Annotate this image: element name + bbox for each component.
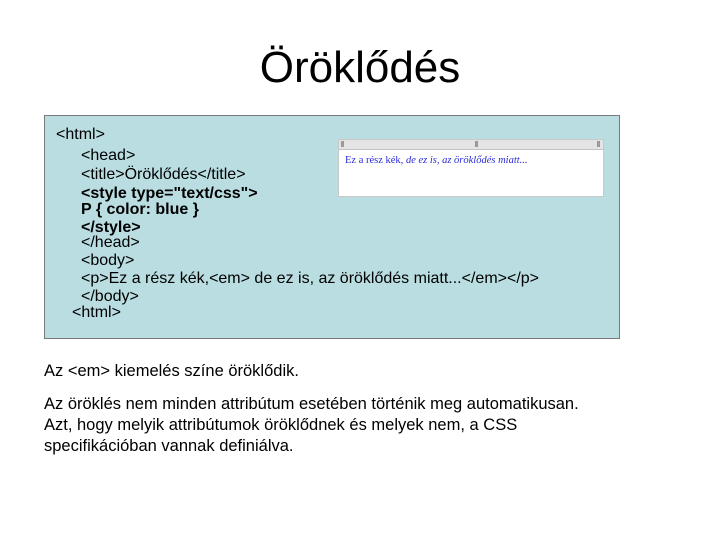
code-line: <style type="text/css">	[81, 185, 258, 202]
code-line: <p>Ez a rész kék,<em> de ez is, az öröklődés miatt...</em></p>	[81, 270, 540, 287]
code-line: </style>	[81, 219, 141, 236]
code-line: <html>	[56, 126, 105, 143]
toolbar-mark-icon	[475, 141, 478, 147]
code-line: </body>	[81, 288, 139, 305]
body-text-line: Az öröklés nem minden attribútum esetében történik meg automatikusan.	[44, 395, 579, 413]
rendered-paragraph	[345, 154, 599, 168]
toolbar-mark-icon	[597, 141, 600, 147]
rendered-normal-text: Ez a rész kék,	[345, 155, 404, 166]
slide-title: Öröklődés	[259, 43, 461, 92]
code-line: <title>Öröklődés</title>	[81, 166, 246, 183]
code-line: <body>	[81, 252, 135, 269]
code-line: P { color: blue }	[81, 201, 199, 218]
rendered-emphasized-text: de ez is, az öröklődés miatt...	[403, 155, 528, 166]
code-line: <html>	[72, 304, 121, 321]
toolbar-mark-icon	[341, 141, 344, 147]
browser-toolbar	[339, 140, 603, 150]
body-text-line: Azt, hogy melyik attribútumok öröklődnek és melyek nem, a CSS	[44, 416, 518, 434]
browser-preview	[338, 139, 604, 197]
code-line: <head>	[81, 147, 136, 164]
code-line: </head>	[81, 234, 140, 251]
body-text-line: Az <em> kiemelés színe öröklődik.	[44, 362, 299, 380]
body-text-line: specifikációban vannak definiálva.	[44, 437, 294, 455]
